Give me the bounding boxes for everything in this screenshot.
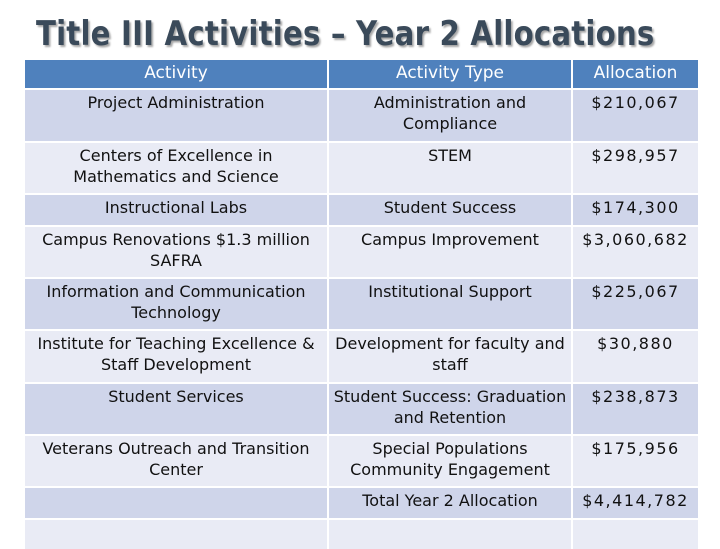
page-title: Title III Activities – Year 2 Allocations [36, 14, 655, 54]
row-5-allocation: $225,067 [573, 279, 698, 329]
row-1-allocation: $210,067 [573, 90, 698, 141]
row-2-type: STEM [329, 143, 571, 193]
row-4-allocation: $3,060,682 [573, 227, 698, 277]
row-4-type: Campus Improvement [329, 227, 571, 277]
row-8-activity: Veterans Outreach and Transition Center [25, 436, 327, 486]
blank-cell [573, 520, 698, 549]
allocations-table [25, 60, 698, 549]
row-7-type: Student Success: Graduation and Retention [329, 384, 571, 434]
row-6-activity: Institute for Teaching Excellence & Staff Development [25, 331, 327, 382]
row-5-type: Institutional Support [329, 279, 571, 329]
total-label: Total Year 2 Allocation [329, 488, 571, 518]
row-8-allocation: $175,956 [573, 436, 698, 486]
row-5-activity: Information and Communication Technology [25, 279, 327, 329]
blank-cell [329, 520, 571, 549]
row-2-activity: Centers of Excellence in Mathematics and Science [25, 143, 327, 193]
header-activity-type: Activity Type [329, 60, 571, 88]
row-6-type: Development for faculty and staff [329, 331, 571, 382]
row-2-allocation: $298,957 [573, 143, 698, 193]
header-activity: Activity [25, 60, 327, 88]
row-3-allocation: $174,300 [573, 195, 698, 225]
row-3-type: Student Success [329, 195, 571, 225]
row-1-type: Administration and Compliance [329, 90, 571, 141]
total-value: $4,414,782 [573, 488, 698, 518]
header-allocation: Allocation [573, 60, 698, 88]
total-spacer [25, 488, 327, 518]
row-8-type: Special Populations Community Engagement [329, 436, 571, 486]
row-1-activity: Project Administration [25, 90, 327, 141]
blank-cell [25, 520, 327, 549]
row-3-activity: Instructional Labs [25, 195, 327, 225]
row-7-allocation: $238,873 [573, 384, 698, 434]
row-4-activity: Campus Renovations $1.3 million SAFRA [25, 227, 327, 277]
row-7-activity: Student Services [25, 384, 327, 434]
row-6-allocation: $30,880 [573, 331, 698, 382]
